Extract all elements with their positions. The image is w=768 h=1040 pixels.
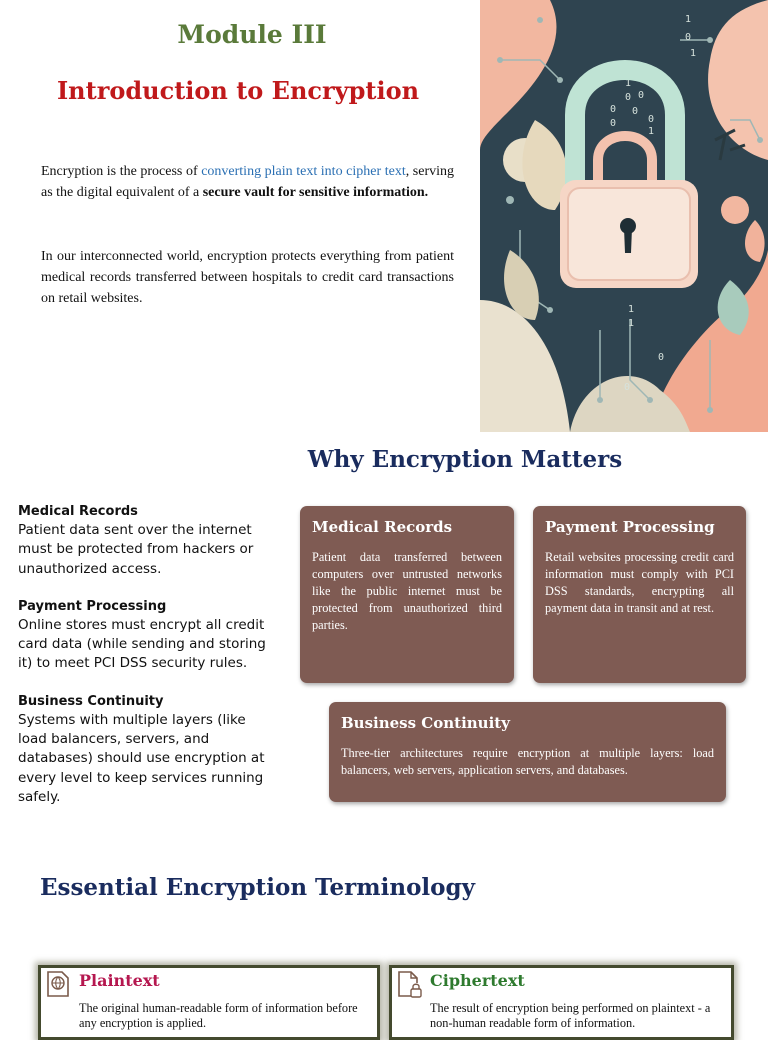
section-title-why: Why Encryption Matters	[307, 446, 623, 473]
svg-text:0: 0	[625, 92, 632, 103]
svg-text:1: 1	[628, 304, 635, 315]
list-item-heading: Business Continuity	[18, 693, 164, 709]
intro-text-mid: , serving as the digital equivalent of a	[41, 164, 455, 200]
svg-text:1: 1	[628, 318, 635, 329]
card-payment-processing	[533, 506, 746, 683]
list-item-heading: Medical Records	[18, 504, 138, 519]
term-card-plaintext	[38, 965, 380, 1040]
intro-paragraph-1	[41, 161, 454, 203]
list-item-body: Systems with multiple layers (like load balancers, servers, and databases) should use encryption at every level to keep services running safely.	[18, 711, 265, 805]
intro-text-start: Encryption is the process of	[41, 164, 202, 179]
svg-text:1: 1	[648, 126, 655, 137]
card-medical-records	[300, 506, 514, 683]
svg-text:0: 0	[658, 352, 665, 363]
list-item-body: Patient data sent over the internet must be protected from hackers or unauthorized access.	[18, 522, 254, 577]
term-card-ciphertext	[389, 965, 734, 1040]
module-label: Module III	[177, 20, 327, 49]
intro-bold-text: secure vault for sensitive information.	[202, 185, 429, 200]
card-body: Patient data transferred between computers over untrusted networks like the public internet must be protected from unauthorized third parties.	[312, 550, 502, 632]
list-item-body: Online stores must encrypt all credit card data (while sending and storing it) to meet PCI DSS security rules.	[18, 616, 266, 672]
card-title: Payment Processing	[545, 518, 715, 536]
svg-text:0: 0	[648, 114, 655, 125]
document-lock-icon	[396, 970, 422, 998]
document-globe-icon	[45, 970, 71, 998]
list-item-heading: Payment Processing	[18, 598, 167, 614]
why-side-list	[18, 503, 268, 826]
page-title: Introduction to Encryption	[56, 76, 420, 105]
intro-paragraph-2: In our interconnected world, encryption protects everything from patient medical records transferred between hospitals to credit card transactions on retail websites.	[41, 249, 454, 306]
section-title-terminology: Essential Encryption Terminology	[40, 874, 475, 901]
svg-text:0: 0	[632, 106, 639, 117]
svg-text:0: 0	[685, 32, 692, 43]
intro-highlight-link: converting plain text into cipher text	[201, 164, 406, 179]
list-item	[18, 693, 268, 807]
svg-text:1: 1	[625, 78, 632, 89]
padlock-illustration	[480, 0, 768, 432]
term-body: The original human-readable form of information before any encryption is applied.	[79, 1001, 358, 1030]
card-body: Retail websites processing credit card information must comply with PCI DSS standards, encrypting all payment data in transit and at rest.	[545, 550, 734, 615]
svg-text:1: 1	[690, 48, 697, 59]
term-title: Plaintext	[79, 971, 160, 990]
svg-text:0: 0	[624, 382, 631, 393]
list-item	[18, 598, 268, 674]
card-title: Business Continuity	[341, 714, 510, 732]
svg-text:0: 0	[638, 90, 645, 101]
card-business-continuity	[329, 702, 726, 802]
term-body: The result of encryption being performed on plaintext - a non-human readable form of information.	[430, 1001, 711, 1030]
svg-text:0: 0	[610, 118, 617, 129]
list-item	[18, 503, 268, 579]
card-title: Medical Records	[312, 518, 453, 536]
card-body: Three-tier architectures require encryption at multiple layers: load balancers, web servers, application servers, and databases.	[341, 746, 714, 777]
svg-text:1: 1	[685, 14, 692, 25]
svg-text:0: 0	[610, 104, 617, 115]
term-title: Ciphertext	[430, 971, 525, 990]
